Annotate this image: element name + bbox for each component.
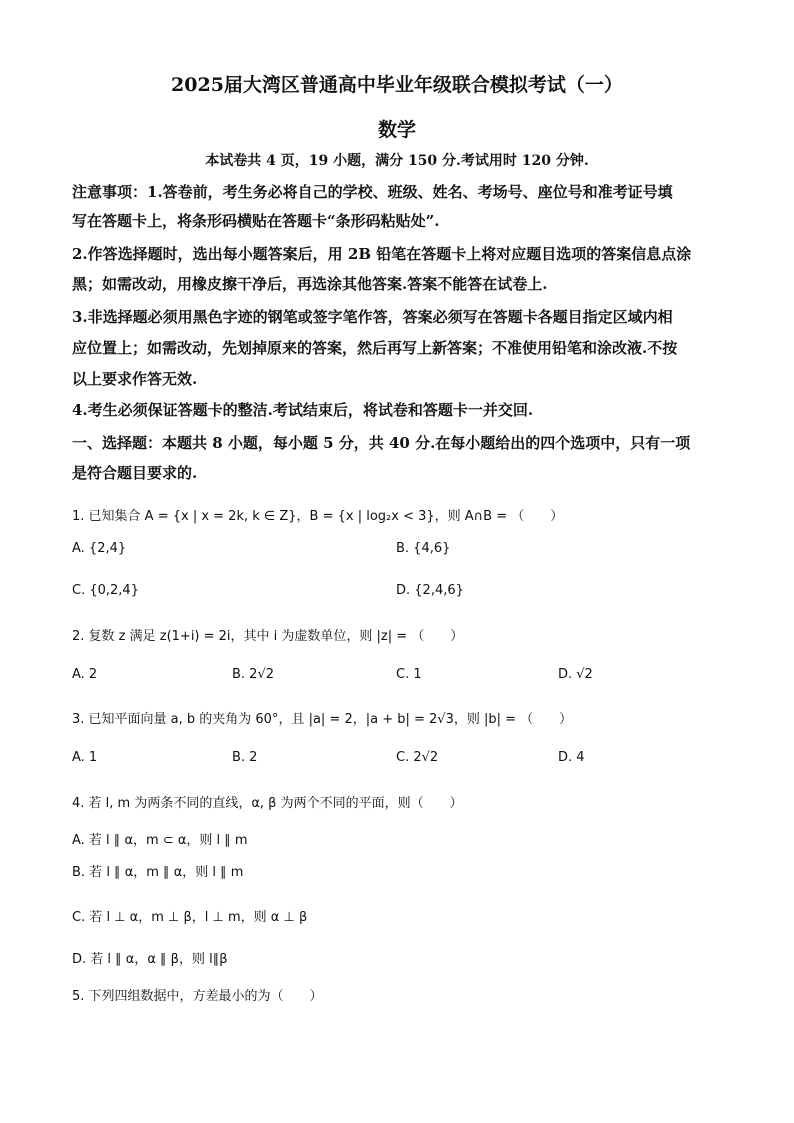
option-c: C. 2√2 [396, 750, 439, 765]
question-stem: 3. 已知平面向量 a, b 的夹角为 60°，且 |a| = 2，|a + b| = 2√3，则 |b| = （ ） [72, 712, 573, 727]
option-c: C. 若 l ⊥ α，m ⊥ β，l ⊥ m，则 α ⊥ β [72, 910, 308, 925]
option-d: D. 4 [558, 750, 585, 765]
note-line: 2.作答选择题时，选出每小题答案后，用 2B 铅笔在答题卡上将对应题目选项的答案信息点涂 [72, 245, 692, 263]
option-b: B. 2 [232, 750, 258, 765]
option-b: B. 若 l ∥ α，m ∥ α，则 l ∥ m [72, 865, 244, 880]
option-a: A. {2,4} [72, 541, 127, 556]
option-b: B. {4,6} [396, 541, 451, 556]
note-line: 以上要求作答无效. [72, 370, 198, 388]
note-line: 黑；如需改动，用橡皮擦干净后，再选涂其他答案.答案不能答在试卷上. [72, 275, 548, 293]
note-line: 3.非选择题必须用黑色字迹的钢笔或签字笔作答，答案必须写在答题卡各题目指定区域内相 [72, 308, 673, 326]
note-line: 4.考生必须保证答题卡的整洁.考试结束后，将试卷和答题卡一并交回. [72, 401, 534, 419]
exam-title: 2025届大湾区普通高中毕业年级联合模拟考试（一） [171, 74, 623, 96]
option-d: D. √2 [558, 667, 593, 682]
question-stem: 5. 下列四组数据中，方差最小的为（ ） [72, 989, 323, 1004]
option-a: A. 2 [72, 667, 98, 682]
option-c: C. 1 [396, 667, 422, 682]
section-heading: 是符合题目要求的. [72, 464, 198, 482]
option-d: D. {2,4,6} [396, 583, 464, 598]
exam-info: 本试卷共 4 页，19 小题，满分 150 分.考试用时 120 分钟. [205, 153, 589, 169]
note-line: 应位置上；如需改动，先划掉原来的答案，然后再写上新答案；不准使用铅笔和涂改液.不按 [72, 339, 678, 357]
question-stem: 4. 若 l, m 为两条不同的直线，α, β 为两个不同的平面，则（ ） [72, 796, 463, 811]
exam-subject: 数学 [377, 119, 416, 141]
option-b: B. 2√2 [232, 667, 275, 682]
question-stem: 2. 复数 z 满足 z(1+i) = 2i，其中 i 为虚数单位，则 |z| = （ ） [72, 629, 464, 644]
option-d: D. 若 l ∥ α，α ∥ β，则 l∥β [72, 952, 228, 967]
note-line: 注意事项：1.答卷前，考生务必将自己的学校、班级、姓名、考场号、座位号和准考证号填 [72, 183, 673, 201]
option-c: C. {0,2,4} [72, 583, 139, 598]
option-a: A. 1 [72, 750, 98, 765]
note-line: 写在答题卡上，将条形码横贴在答题卡“条形码粘贴处”. [72, 212, 440, 230]
question-stem: 1. 已知集合 A = {x | x = 2k, k ∈ Z}，B = {x | log₂x < 3}，则 A∩B = （ ） [72, 509, 564, 524]
section-heading: 一、选择题：本题共 8 小题，每小题 5 分，共 40 分.在每小题给出的四个选项中，只有一项 [72, 434, 691, 452]
option-a: A. 若 l ∥ α，m ⊂ α，则 l ∥ m [72, 833, 248, 848]
